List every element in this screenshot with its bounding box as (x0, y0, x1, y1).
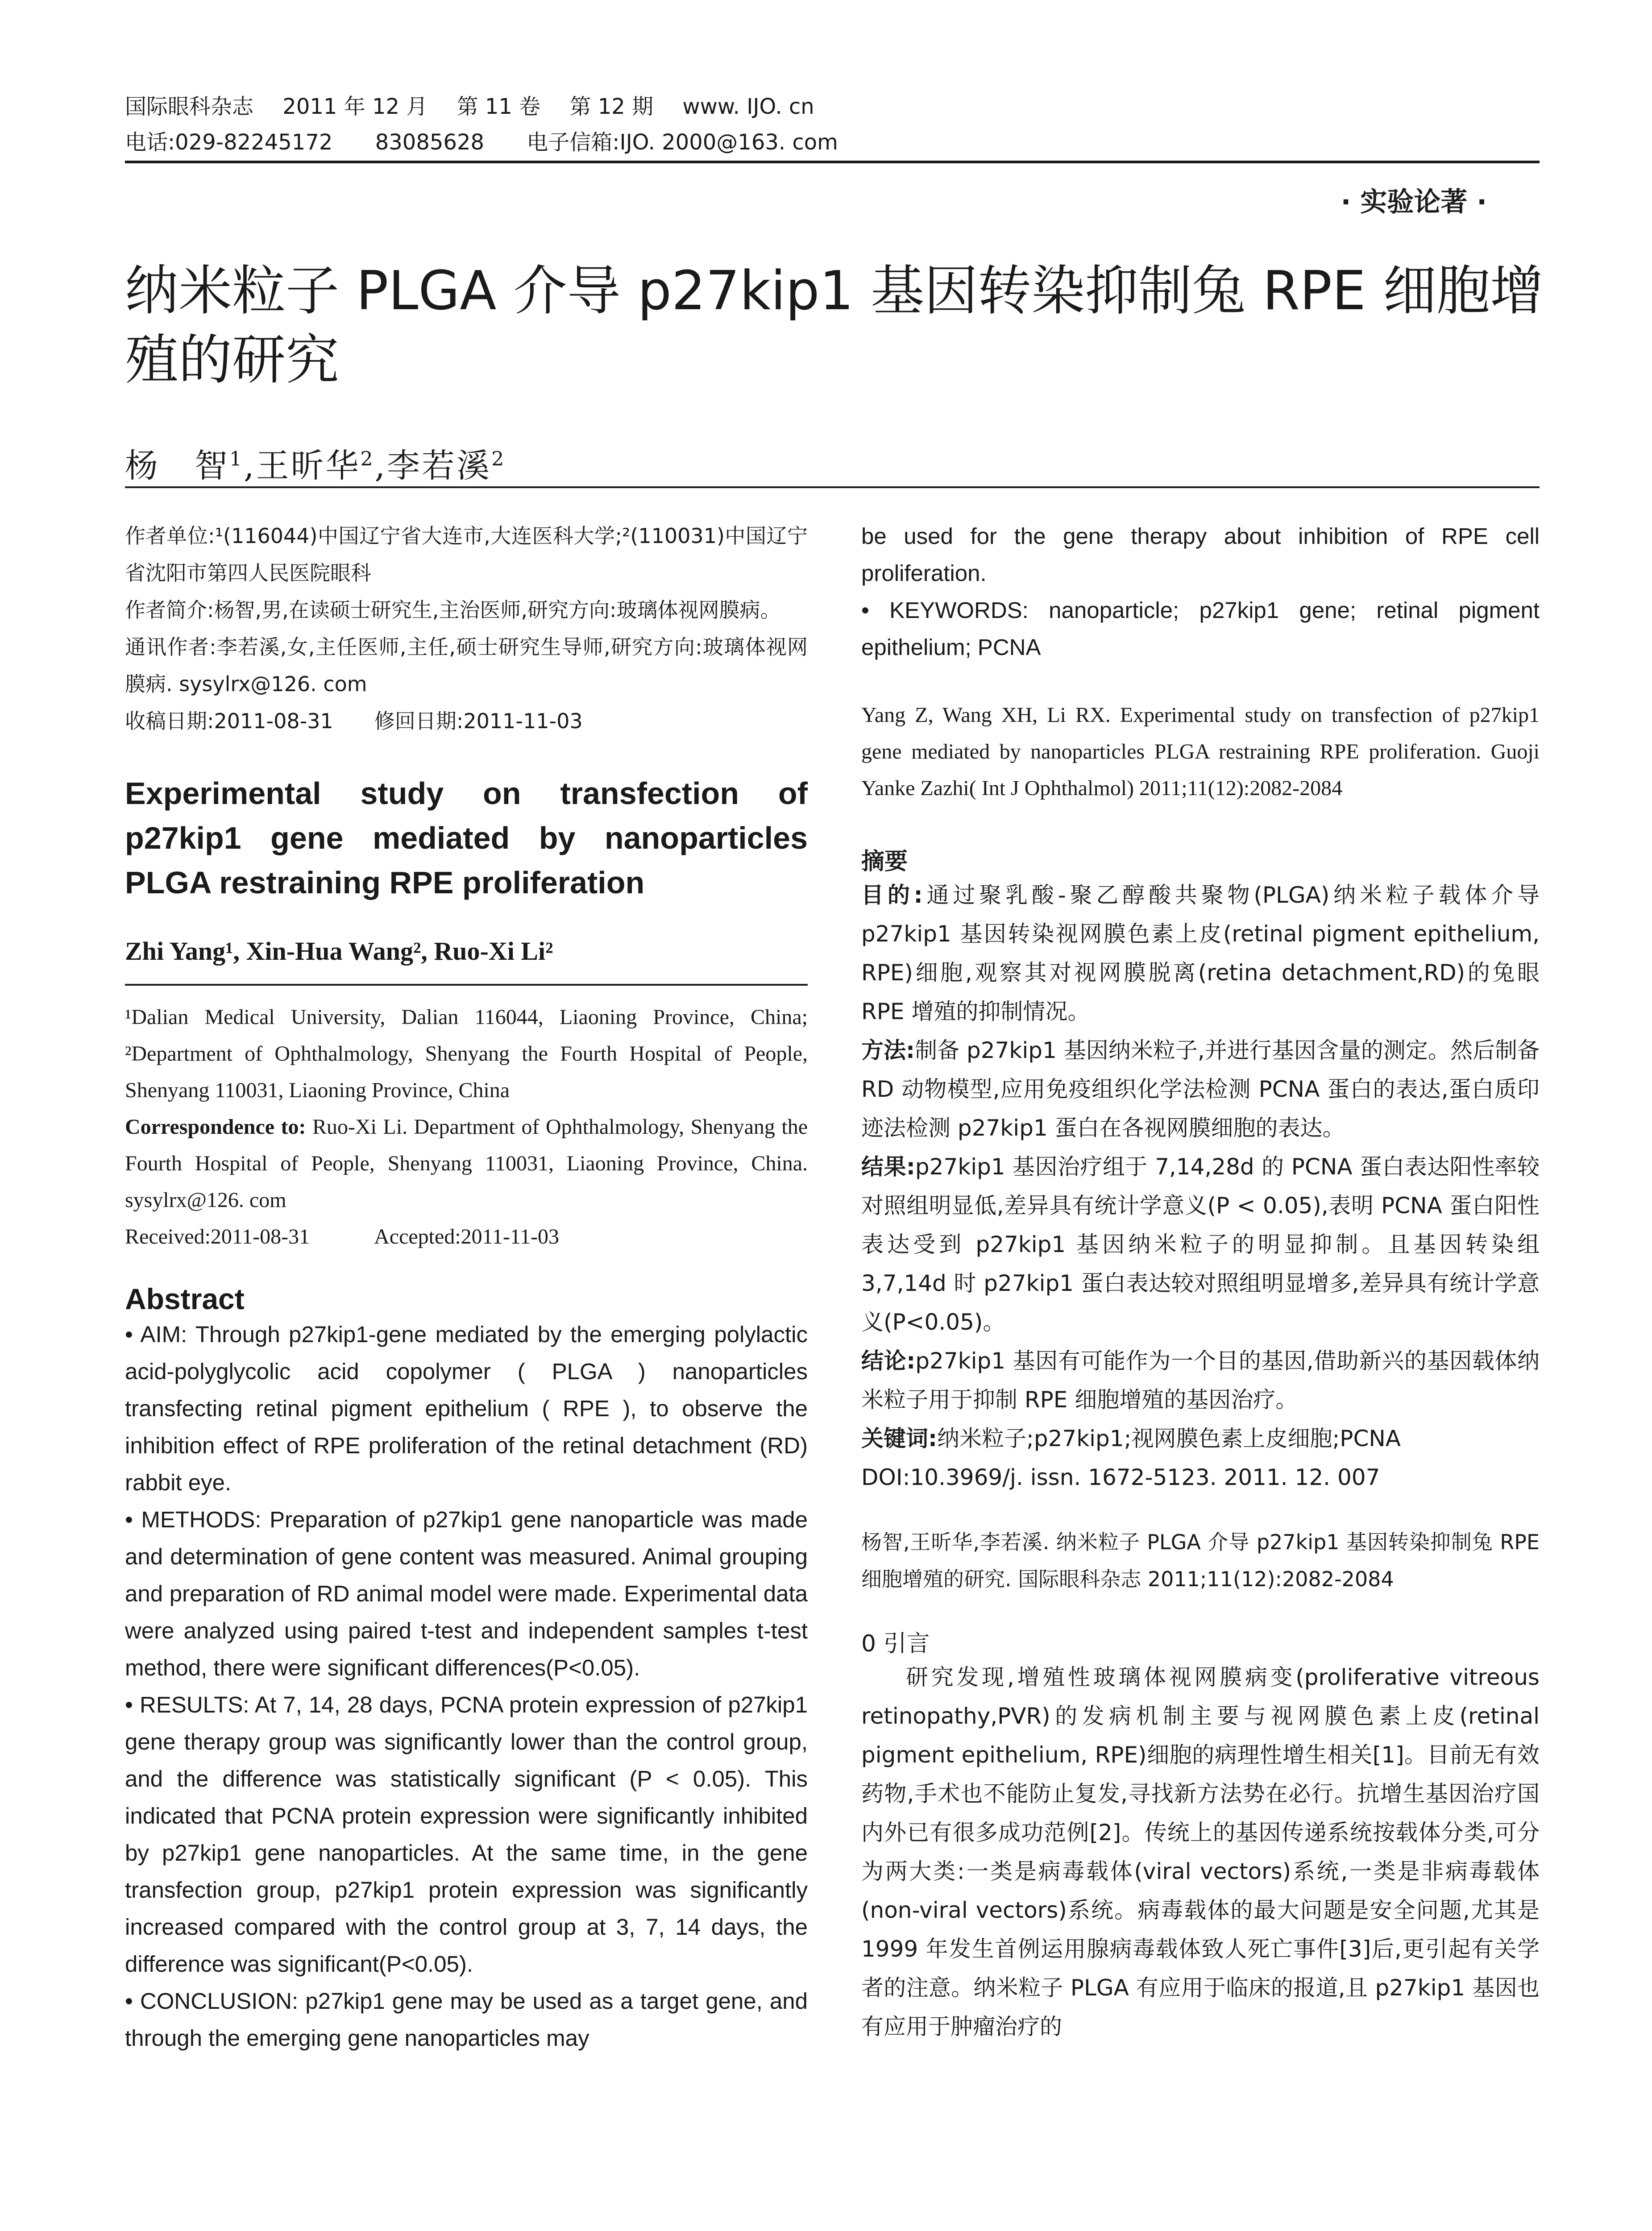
journal-header-line2 (125, 125, 874, 156)
volume: 第 11 卷 (457, 94, 541, 119)
affiliation-cn: 作者单位:¹(116044)中国辽宁省大连市,大连医科大学;²(110031)中国辽宁省沈阳市第四人民医院眼科 (125, 524, 808, 585)
correspondence-label: Correspondence to: (125, 1115, 306, 1139)
english-citation: Yang Z, Wang XH, Li RX. Experimental study on transfection of p27kip1 gene mediated by nanoparticles PLGA restraining RPE proliferation. Guoji Yanke Zazhi( Int J Ophthalmol) 2011;11(12):2082-2084 (861, 703, 1540, 800)
dates-cn: 收稿日期:2011-08-31 修回日期:2011-11-03 (125, 709, 583, 733)
chinese-citation: 杨智,王昕华,李若溪. 纳米粒子 PLGA 介导 p27kip1 基因转染抑制兔 RPE 细胞增殖的研究. 国际眼科杂志 2011;11(12):2082-2084 (861, 1530, 1540, 1591)
chinese-abstract-heading: 摘要 (861, 848, 908, 875)
author-3-affil: 2 (491, 448, 506, 471)
conclusion-label: 结论: (861, 1348, 916, 1374)
journal-url: www. IJO. cn (682, 94, 814, 119)
introduction-heading: 0 引言 (861, 1630, 930, 1657)
author-divider (125, 486, 1540, 488)
english-correspondence (125, 1109, 808, 1219)
author-2: ,王昕华 (244, 447, 361, 485)
abstract-conclusion-continued: be used for the gene therapy about inhibition of RPE cell proliferation. (861, 523, 1540, 586)
journal-header-line1 (125, 89, 837, 120)
english-dates: Received:2011-08-31 Accepted:2011-11-03 (125, 1225, 560, 1248)
english-affiliation: ¹Dalian Medical University, Dalian 116044, Liaoning Province, China; ²Department of Ophthalmology, Shenyang the Fourth Hospital of People, Shenyang 110031, Liaoning Province, China (125, 1005, 808, 1102)
author-3: ,李若溪 (374, 447, 492, 485)
chinese-methods (861, 1031, 1540, 1148)
correspondence-text: Ruo-Xi Li. Department of Ophthalmology, Shenyang the Fourth Hospital of People, Shenyang 110031, Liaoning Province, China. sysylrx@126. com (125, 1115, 808, 1212)
doi: DOI:10.3969/j. issn. 1672-5123. 2011. 12. 007 (861, 1464, 1380, 1490)
methods-label: 方法: (861, 1037, 915, 1063)
english-title: Experimental study on transfection of p27kip1 gene mediated by nanoparticles PLGA restraining RPE proliferation (125, 776, 808, 900)
header-divider (125, 161, 1540, 163)
chinese-results (861, 1148, 1540, 1342)
aim-label: 目的: (861, 882, 923, 908)
author-list (125, 440, 506, 487)
chinese-conclusion (861, 1342, 1540, 1419)
abstract-heading: Abstract (125, 1282, 245, 1315)
introduction-text: 研究发现,增殖性玻璃体视网膜病变(proliferative vitreous retinopathy,PVR)的发病机制主要与视网膜色素上皮(retinal pigment epithelium, RPE)细胞的病理性增生相关[1]。目前无有效药物,手术也不能防止复发,寻找新方法势在必行。抗增生基因治疗国内外已有很多成功范例[2]。传统上的基因传递系统按载体分类,可分为两大类:一类是病毒载体(viral vectors)系统,一类是非病毒载体(non-viral vectors)系统。病毒载体的最大问题是安全问题,尤其是 1999 年发生首例运用腺病毒载体致人死亡事件[3]后,更引起有关学者的注意。纳米粒子 PLGA 有应用于临床的报道,且 p27kip1 基因也有应用于肿瘤治疗的 (861, 1664, 1540, 2040)
issue-date: 2011 年 12 月 (282, 94, 428, 119)
email: 电子信箱:IJO. 2000@163. com (527, 130, 838, 155)
article-title: 纳米粒子 PLGA 介导 p27kip1 基因转染抑制兔 RPE 细胞增殖的研究 (125, 260, 1544, 391)
aim-text: 通过聚乳酸-聚乙醇酸共聚物(PLGA)纳米粒子载体介导 p27kip1 基因转染视网膜色素上皮(retinal pigment epithelium, RPE)细胞,观察其对视网膜脱离(retina detachment,RD)的兔眼 RPE 增殖的抑制情况。 (861, 882, 1540, 1024)
conclusion-text: p27kip1 基因有可能作为一个目的基因,借助新兴的基因载体纳米粒子用于抑制 RPE 细胞增殖的基因治疗。 (861, 1348, 1540, 1413)
abstract-conclusion: • CONCLUSION: p27kip1 gene may be used as a target gene, and through the emerging gene nanoparticles may (125, 1988, 808, 2051)
phone: 电话:029-82245172 (125, 130, 333, 155)
keywords-text: 纳米粒子;p27kip1;视网膜色素上皮细胞;PCNA (937, 1426, 1401, 1451)
author-1: 杨 智 (125, 447, 229, 485)
results-label: 结果: (861, 1154, 915, 1180)
english-authors: Zhi Yang¹, Xin-Hua Wang², Ruo-Xi Li² (125, 937, 553, 966)
chinese-aim (861, 876, 1540, 1031)
left-column (125, 518, 808, 2057)
section-label: · 实验论著 · (1341, 187, 1487, 218)
chinese-keywords (861, 1419, 1540, 1458)
phone2: 83085628 (375, 130, 485, 155)
right-column (861, 518, 1540, 2046)
results-text: p27kip1 基因治疗组于 7,14,28d 的 PCNA 蛋白表达阳性率较对照组明显低,差异具有统计学意义(P < 0.05),表明 PCNA 蛋白阳性表达受到 p27kip1 基因纳米粒子的明显抑制。且基因转染组 3,7,14d 时 p27kip1 蛋白表达较对照组明显增多,差异具有统计学意义(P<0.05)。 (861, 1154, 1540, 1335)
author-2-affil: 2 (360, 448, 375, 471)
keywords-english: • KEYWORDS: nanoparticle; p27kip1 gene; retinal pigment epithelium; PCNA (861, 597, 1540, 660)
abstract-aim: • AIM: Through p27kip1-gene mediated by the emerging polylactic acid-polyglycolic acid copolymer ( PLGA ) nanoparticles transfecting retinal pigment epithelium ( RPE ), to observe the inhibition effect of RPE proliferation of the retinal detachment (RD) rabbit eye. (125, 1322, 808, 1495)
author-bio: 作者简介:杨智,男,在读硕士研究生,主治医师,研究方向:玻璃体视网膜病。 (125, 598, 781, 622)
keywords-label: 关键词: (861, 1426, 937, 1451)
issue-number: 第 12 期 (569, 94, 654, 119)
corresponding-author-cn: 通讯作者:李若溪,女,主任医师,主任,硕士研究生导师,研究方向:玻璃体视网膜病. sysylrx@126. com (125, 635, 808, 696)
author-1-affil: 1 (229, 448, 244, 471)
abstract-methods: • METHODS: Preparation of p27kip1 gene nanoparticle was made and determination of gene content was measured. Animal grouping and preparation of RD animal model were made. Experimental data were analyzed using paired t-test and independent samples t-test method, there were significant differences(P<0.05). (125, 1507, 808, 1680)
methods-text: 制备 p27kip1 基因纳米粒子,并进行基因含量的测定。然后制备 RD 动物模型,应用免疫组织化学法检测 PCNA 蛋白的表达,蛋白质印迹法检测 p27kip1 蛋白在各视网膜细胞的表达。 (861, 1037, 1540, 1141)
journal-name: 国际眼科杂志 (125, 94, 254, 119)
abstract-results: • RESULTS: At 7, 14, 28 days, PCNA protein expression of p27kip1 gene therapy group was significantly lower than the control group, and the difference was statistically significant (P < 0.05). This indicated that PCNA protein expression were significantly inhibited by p27kip1 gene nanoparticles. At the same time, in the gene transfection group, p27kip1 protein expression was significantly increased compared with the control group at 3, 7, 14 days, the difference was significant(P<0.05). (125, 1692, 808, 1977)
